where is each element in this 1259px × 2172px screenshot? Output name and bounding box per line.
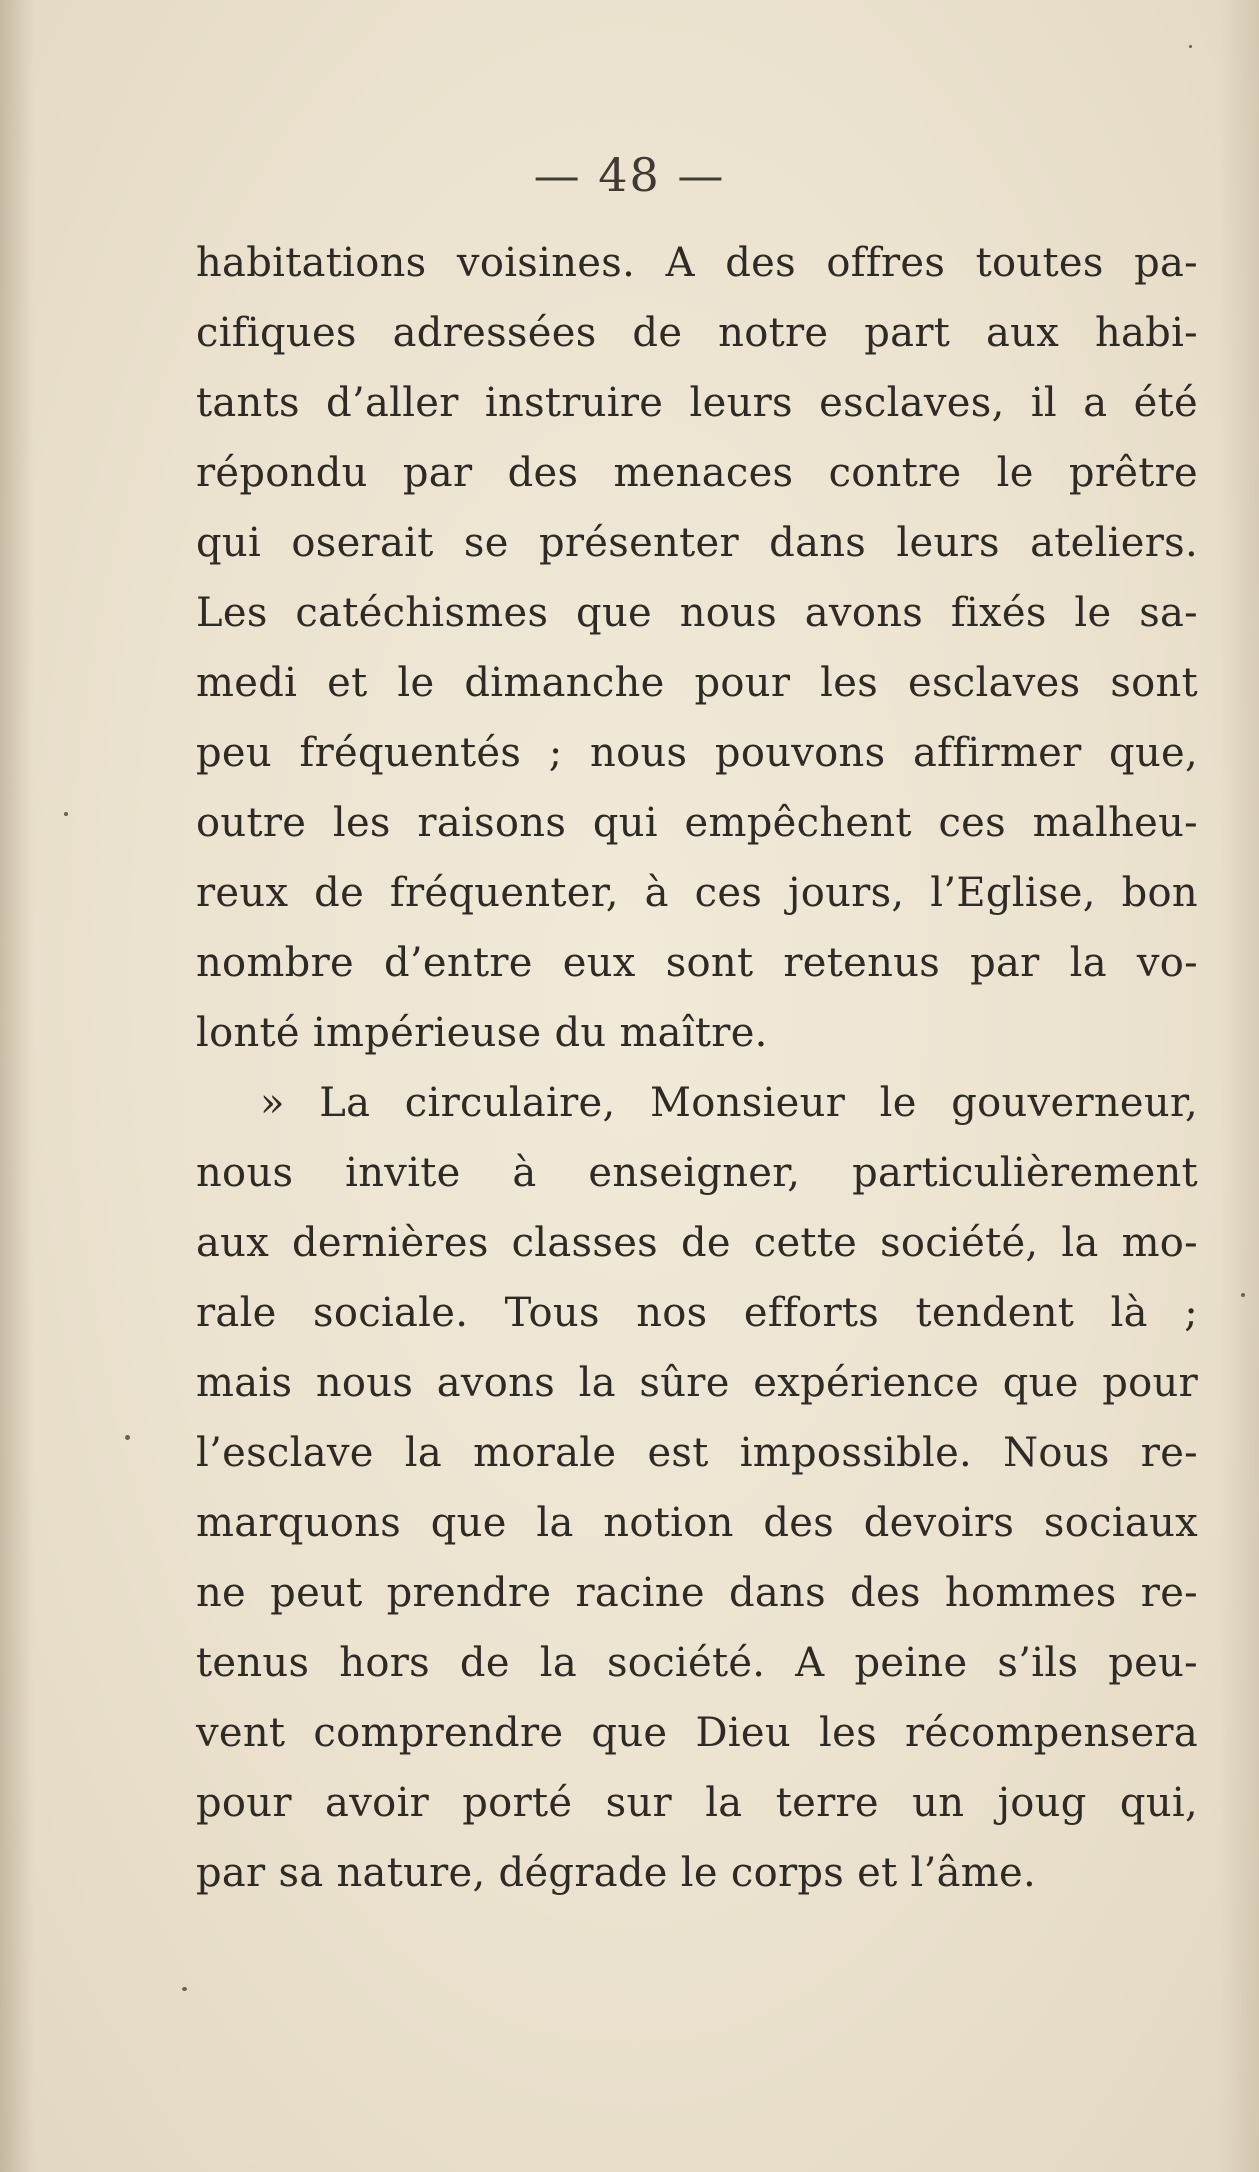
text-line: cifiques adressées de notre part aux habi- xyxy=(196,310,1198,356)
text-line: mais nous avons la sûre expérience que pour xyxy=(196,1360,1198,1406)
text-line: tenus hors de la société. A peine s’ils peu- xyxy=(196,1640,1198,1686)
text-line: habitations voisines. A des offres toutes pa- xyxy=(196,240,1198,286)
text-line: pour avoir porté sur la terre un joug qui, xyxy=(196,1780,1198,1826)
text-line: qui oserait se présenter dans leurs ateliers. xyxy=(196,520,1198,566)
text-line: vent comprendre que Dieu les récompensera xyxy=(196,1710,1198,1756)
body-text xyxy=(196,228,1198,1908)
paragraph-1 xyxy=(196,228,1198,1068)
paper-speck xyxy=(125,1435,130,1440)
text-line: l’esclave la morale est impossible. Nous re- xyxy=(196,1430,1198,1476)
gutter-shadow xyxy=(0,0,34,2172)
text-line: lonté impérieuse du maître. xyxy=(196,1010,768,1056)
page-number: — 48 — xyxy=(533,148,726,202)
text-line: peu fréquentés ; nous pouvons affirmer que, xyxy=(196,730,1198,776)
text-line: ne peut prendre racine dans des hommes re- xyxy=(196,1570,1198,1616)
text-line: répondu par des menaces contre le prêtre xyxy=(196,450,1198,496)
text-line: outre les raisons qui empêchent ces malheu- xyxy=(196,800,1198,846)
paper-speck xyxy=(1189,45,1192,48)
paper-speck xyxy=(1241,1293,1245,1297)
text-line: Les catéchismes que nous avons fixés le sa- xyxy=(196,590,1198,636)
text-line: nous invite à enseigner, particulièrement xyxy=(196,1150,1198,1196)
text-line: nombre d’entre eux sont retenus par la vo- xyxy=(196,940,1198,986)
text-line: par sa nature, dégrade le corps et l’âme. xyxy=(196,1850,1036,1896)
text-line: tants d’aller instruire leurs esclaves, il a été xyxy=(196,380,1198,426)
paragraph-2 xyxy=(196,1068,1198,1908)
text-line: marquons que la notion des devoirs sociaux xyxy=(196,1500,1198,1546)
text-line: » La circulaire, Monsieur le gouverneur, xyxy=(260,1080,1198,1126)
text-line: aux dernières classes de cette société, la mo- xyxy=(196,1220,1198,1266)
text-line: medi et le dimanche pour les esclaves sont xyxy=(196,660,1198,706)
edge-shadow xyxy=(1219,0,1259,2172)
text-line: reux de fréquenter, à ces jours, l’Eglise, bon xyxy=(196,870,1198,916)
paper-speck xyxy=(64,812,68,816)
text-line: rale sociale. Tous nos efforts tendent là ; xyxy=(196,1290,1198,1336)
paper-speck xyxy=(182,1987,187,1991)
